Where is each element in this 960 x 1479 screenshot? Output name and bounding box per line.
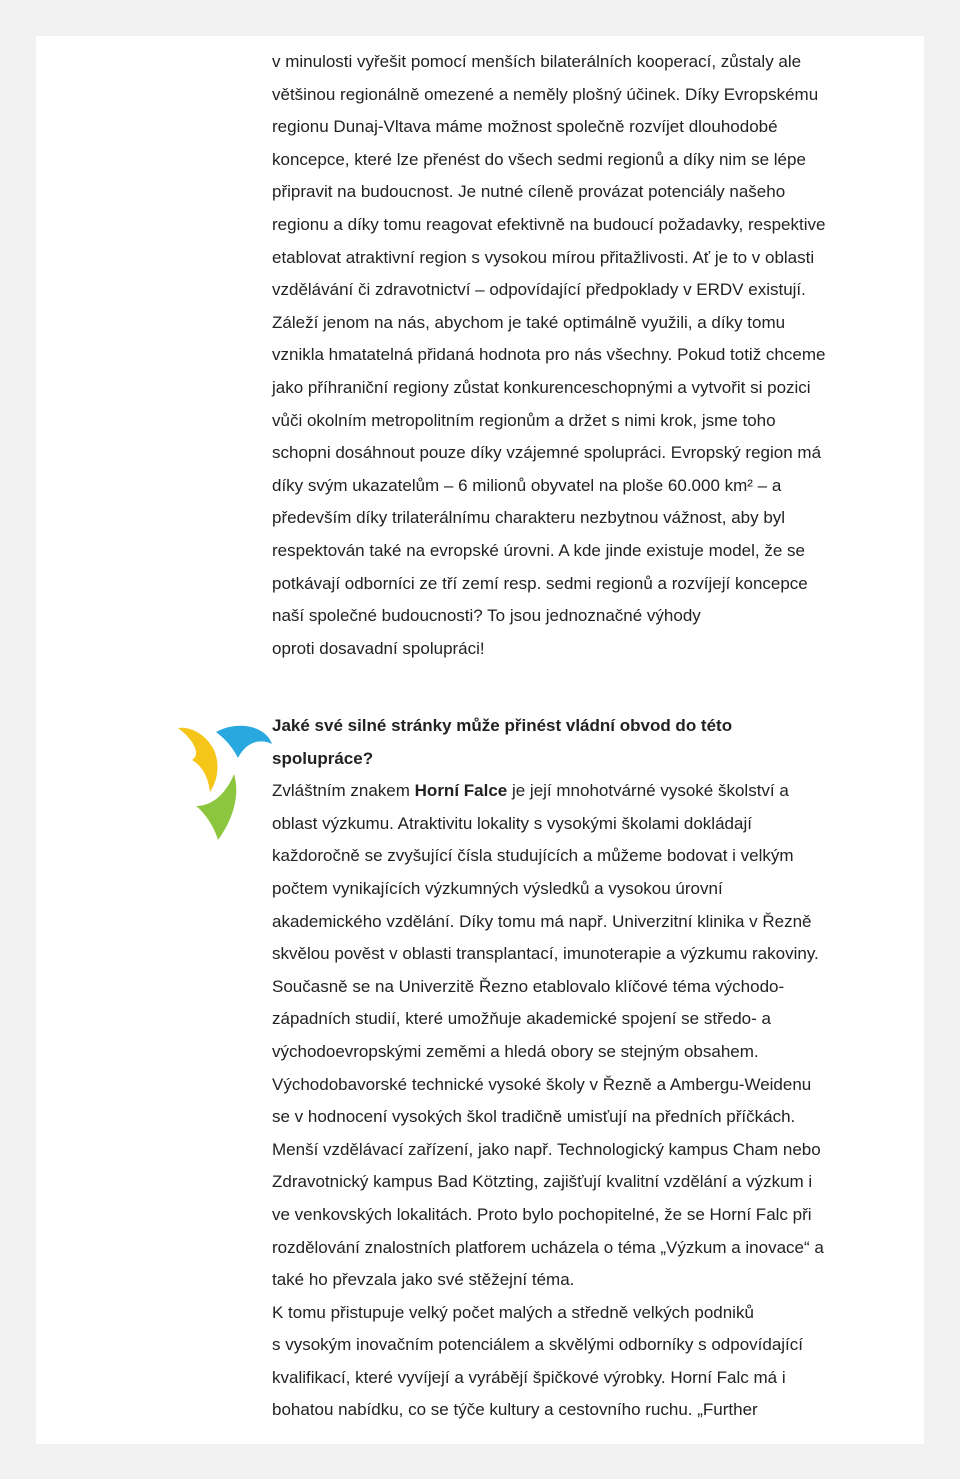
paragraph-line: v minulosti vyřešit pomocí menších bilaterálních kooperací, zůstaly ale	[272, 52, 802, 71]
paragraph-line: vzdělávání či zdravotnictví – odpovídající předpoklady v ERDV existují.	[272, 280, 806, 300]
paragraph-line: většinou regionálně omezené a neměly plošný účinek. Díky Evropskému	[272, 84, 819, 104]
paragraph-line: s vysokým inovačním potenciálem a skvělými odborníky s odpovídající	[272, 1335, 804, 1355]
paragraph-line: naší společné budoucnosti? To jsou jednoznačné výhody	[272, 606, 701, 626]
logo-green-petal	[196, 774, 236, 840]
paragraph-line: regionu a díky tomu reagovat efektivně na budoucí požadavky, respektive	[272, 214, 826, 234]
emphasis-horni-falce: Horní Falce	[414, 781, 508, 801]
paragraph-line: K tomu přistupuje velký počet malých a středně velkých podniků	[272, 1302, 754, 1322]
paragraph-line: etablovat atraktivní region s vysokou mírou přitažlivosti. Ať je to v oblasti	[272, 247, 815, 267]
paragraph-line: každoročně se zvyšující čísla studujících a můžeme bodovat i velkým	[272, 846, 794, 866]
paragraph-line: počtem vynikajících výzkumných výsledků a vysokou úrovní	[272, 878, 723, 898]
paragraph-line: Menší vzdělávací zařízení, jako např. Technologický kampus Cham nebo	[272, 1139, 821, 1159]
paragraph-text: Zvláštním znakem	[272, 781, 415, 801]
paragraph-line: koncepce, které lze přenést do všech sedmi regionů a díky nim se lépe	[272, 149, 806, 169]
paragraph-line: připravit na budoucnost. Je nutné cíleně provázat potenciály našeho	[272, 182, 786, 202]
paragraph-line: východoevropskými zeměmi a hledá obory se stejným obsahem.	[272, 1041, 759, 1061]
paragraph-line: schopni dosáhnout pouze díky vzájemné spolupráci. Evropský region má	[272, 443, 822, 463]
paragraph-line: také ho převzala jako své stěžejní téma.	[272, 1270, 575, 1290]
paragraph-line: vůči okolním metropolitním regionům a držet s nimi krok, jsme toho	[272, 410, 776, 430]
paragraph-line: rozdělování znalostních platforem ucházela o téma „Výzkum a inovace“ a	[272, 1237, 824, 1257]
three-petal-logo-icon	[176, 716, 276, 846]
logo-yellow-petal	[178, 728, 217, 792]
paragraph-line: ve venkovských lokalitách. Proto bylo pochopitelné, že se Horní Falc při	[272, 1204, 812, 1224]
paragraph-line: západních studií, které umožňuje akademické spojení se středo- a	[272, 1009, 771, 1029]
paragraph-line: oblast výzkumu. Atraktivitu lokality s vysokými školami dokládají	[272, 813, 752, 833]
paragraph-line: jako příhraniční regiony zůstat konkurenceschopnými a vytvořit si pozici	[272, 377, 811, 397]
paragraph-line: díky svým ukazatelům – 6 milionů obyvatel na ploše 60.000 km² – a	[272, 475, 782, 495]
document-page	[36, 36, 924, 1444]
paragraph-line: vznikla hmatatelná přidaná hodnota pro nás všechny. Pokud totiž chceme	[272, 345, 826, 365]
section-heading: spolupráce?	[272, 748, 374, 768]
paragraph-line: kvalifikací, které vyvíjejí a vyrábějí špičkové výrobky. Horní Falc má i	[272, 1367, 786, 1387]
paragraph-line: akademického vzdělání. Díky tomu má např. Univerzitní klinika v Řezně	[272, 911, 812, 931]
paragraph-text: je její mnohotvárné vysoké školství a	[507, 781, 789, 801]
paragraph-line: Záleží jenom na nás, abychom je také optimálně využili, a díky tomu	[272, 312, 786, 332]
paragraph-1	[272, 46, 912, 665]
paragraph-line: oproti dosavadní spolupráci!	[272, 638, 485, 658]
paragraph-line: potkávají odborníci ze tří zemí resp. sedmi regionů a rozvíjejí koncepce	[272, 573, 808, 593]
paragraph-line: bohatou nabídku, co se týče kultury a cestovního ruchu. „Further	[272, 1400, 758, 1420]
paragraph-line: Současně se na Univerzitě Řezno etablovalo klíčové téma východo-	[272, 976, 785, 996]
section-2	[272, 710, 912, 1427]
paragraph-line: především díky trilaterálnímu charakteru nezbytnou vážnost, aby byl	[272, 508, 786, 528]
paragraph-line: se v hodnocení vysokých škol tradičně umisťují na předních příčkách.	[272, 1107, 796, 1127]
paragraph-line: regionu Dunaj-Vltava máme možnost společně rozvíjet dlouhodobé	[272, 117, 778, 137]
paragraph-line: Zdravotnický kampus Bad Kötzting, zajišťují kvalitní vzdělání a výzkum i	[272, 1172, 813, 1192]
paragraph-line: respektován také na evropské úrovni. A kde jinde existuje model, že se	[272, 540, 805, 560]
paragraph-line: Východobavorské technické vysoké školy v Řezně a Ambergu-Weidenu	[272, 1074, 812, 1094]
paragraph-line	[272, 775, 912, 808]
section-heading: Jaké své silné stránky může přinést vládní obvod do této	[272, 716, 733, 735]
logo-blue-petal	[216, 726, 272, 758]
paragraph-line: skvělou pověst v oblasti transplantací, imunoterapie a výzkumu rakoviny.	[272, 944, 819, 964]
